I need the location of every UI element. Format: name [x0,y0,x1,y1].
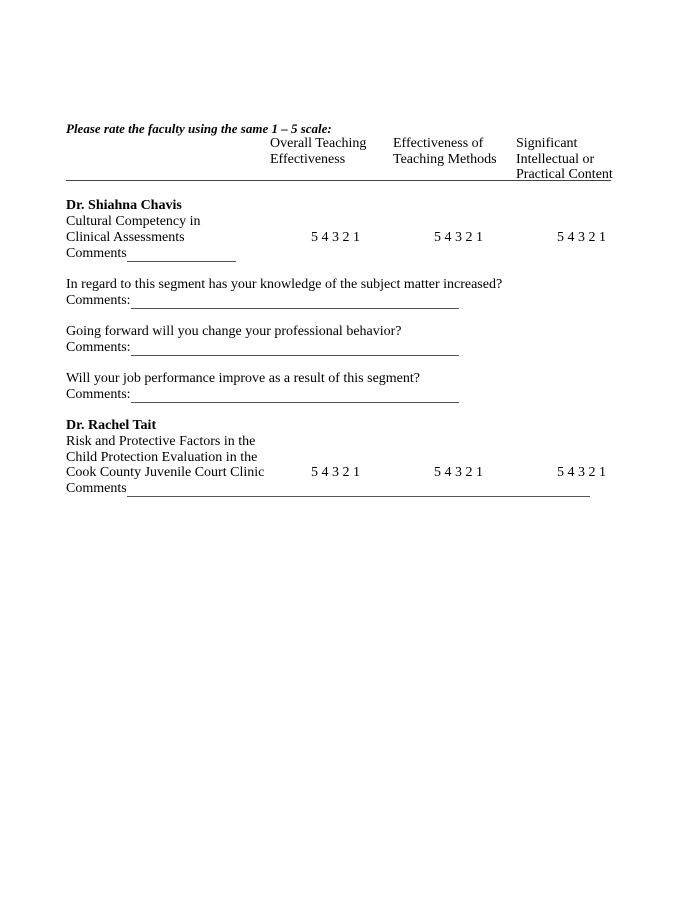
comments-label: Comments: [66,387,131,402]
faculty-name: Dr. Rachel Tait [66,418,157,433]
question-comments [66,340,459,356]
comments-input-line[interactable] [131,295,459,309]
question-text: Going forward will you change your professional behavior? [66,324,402,339]
rating-overall-teaching[interactable]: 5 4 3 2 1 [311,465,360,480]
question-comments [66,293,459,309]
comments-input-line[interactable] [127,483,590,497]
rating-teaching-methods[interactable]: 5 4 3 2 1 [434,230,483,245]
comments-label: Comments [66,246,127,261]
column-header-effectiveness-of-teaching-methods [393,136,497,167]
faculty-topic-line: Risk and Protective Factors in the [66,434,256,449]
faculty-topic-line: Cook County Juvenile Court Clinic [66,465,265,480]
comments-label: Comments: [66,293,131,308]
faculty-comments [66,246,236,262]
comments-input-line[interactable] [131,342,459,356]
comments-label: Comments [66,481,127,496]
faculty-topic-line: Clinical Assessments [66,230,185,245]
header-divider [66,180,611,181]
faculty-topic-line: Cultural Competency in [66,214,201,229]
question-text: Will your job performance improve as a result of this segment? [66,371,420,386]
rating-significant-content[interactable]: 5 4 3 2 1 [557,230,606,245]
question-text: In regard to this segment has your knowledge of the subject matter increased? [66,277,503,292]
rating-teaching-methods[interactable]: 5 4 3 2 1 [434,465,483,480]
column-header-line: Overall Teaching [270,136,367,151]
comments-label: Comments: [66,340,131,355]
column-header-overall-teaching-effectiveness [270,136,366,167]
rating-significant-content[interactable]: 5 4 3 2 1 [557,465,606,480]
rating-overall-teaching[interactable]: 5 4 3 2 1 [311,230,360,245]
column-header-significant-content [516,136,613,183]
faculty-name: Dr. Shiahna Chavis [66,198,182,213]
rating-instructions: Please rate the faculty using the same 1 – 5 scale: [66,121,332,136]
column-header-line: Significant [516,136,578,151]
column-header-line: Effectiveness [270,151,346,167]
column-header-line: Intellectual or [516,151,595,167]
column-header-line: Effectiveness of [393,136,484,151]
comments-input-line[interactable] [131,389,459,403]
question-comments [66,387,459,403]
faculty-topic-line: Child Protection Evaluation in the [66,450,258,465]
faculty-comments [66,481,590,497]
comments-input-line[interactable] [127,248,236,262]
column-header-line: Teaching Methods [393,151,497,167]
column-header-line: Practical Content [516,167,613,182]
